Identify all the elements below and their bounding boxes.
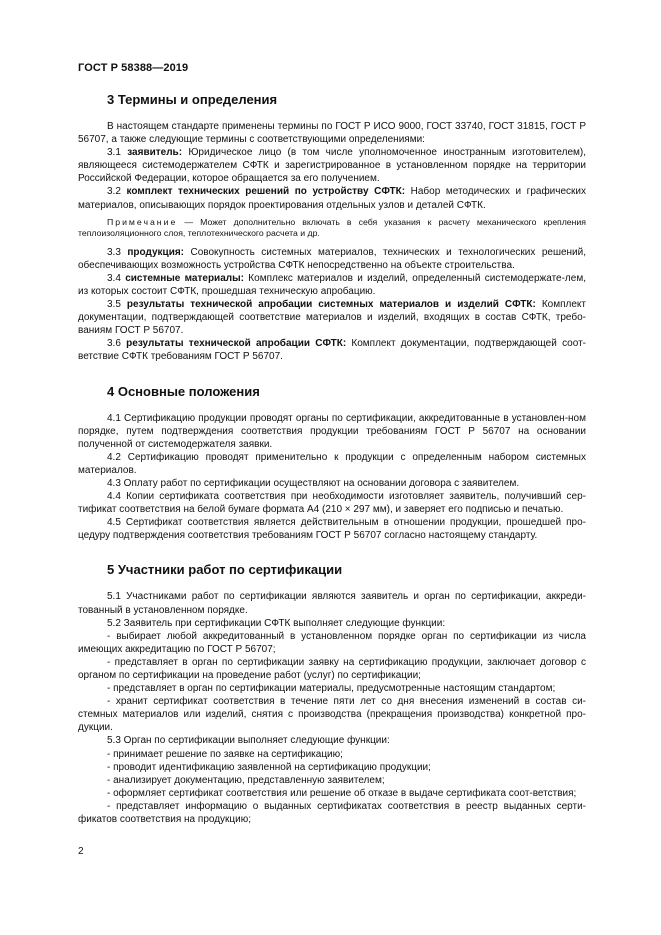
note-3-2: Примечание — Может дополнительно включать в себя указания к расчету механического крепления теплоизоляционного слоя, теплотехнического расчета и др.	[78, 216, 586, 239]
term-3-6: 3.6 результаты технической апробации СФТК: Комплект документации, подтверждающей соот-ветствие СФТК требованиям ГОСТ Р 56707.	[78, 338, 586, 363]
list-item: - принимает решение по заявке на сертификацию;	[107, 748, 343, 760]
clause-4-3: 4.3 Оплату работ по сертификации осуществляют на основании договора с заявителем.	[107, 477, 520, 489]
section-5-title: 5 Участники работ по сертификации	[107, 562, 343, 578]
clause-4-4: 4.4 Копии сертификата соответствия при необходимости изготовляет заявитель, получивший сер-тификат соответствия на белой бумаге формата А4 (210 × 297 мм), и заверяет его подписью и печатью.	[78, 491, 586, 516]
section-4	[78, 384, 586, 543]
clause-5-1: 5.1 Участниками работ по сертификации являются заявитель и орган по сертификации, аккреди-тованный в установленном порядке.	[78, 591, 586, 616]
term-3-2: 3.2 комплект технических решений по устройству СФТК: Набор методических и графических материалов, описывающих порядок проектирования отдельных узлов и деталей СФТК.	[78, 186, 586, 211]
term-3-1: 3.1 заявитель: Юридическое лицо (в том числе уполномоченное иностранным изготовителем), являющееся системодержателем СФТК и зарегистрированное в установленном порядке на территории Российской Федерации, которое обращается за его получением.	[78, 147, 587, 185]
section-4-title: 4 Основные положения	[107, 383, 260, 399]
list-item: - представляет в орган по сертификации материалы, предусмотренные настоящим стандартом;	[107, 683, 556, 695]
page-number: 2	[78, 846, 84, 857]
clause-5-3: 5.3 Орган по сертификации выполняет следующие функции:	[107, 735, 390, 747]
term-3-5: 3.5 результаты технической апробации системных материалов и изделий СФТК: Комплект документации, подтверждающей соответствие материалов и изделий, входящих в состав СФТК, требо-ваниям ГОСТ Р 56707.	[78, 299, 587, 337]
list-item: - представляет в орган по сертификации заявку на сертификацию продукции, заключает договор с органом по сертификации на проведение работ (услуг) по сертификации;	[78, 656, 586, 681]
document-body	[78, 92, 586, 826]
document-header: ГОСТ Р 58388—2019	[78, 62, 189, 74]
section-3-title: 3 Термины и определения	[107, 92, 278, 107]
list-item: - анализирует документацию, представленную заявителем;	[107, 774, 385, 786]
clause-4-1: 4.1 Сертификацию продукции проводят органы по сертификации, аккредитованные в установлен-ном порядке, путем подтверждения соответствия продукции требованиям ГОСТ Р 56707 на основании полученной от системодержателя заявки.	[78, 412, 586, 450]
list-item: - проводит идентификацию заявленной на сертификацию продукции;	[107, 761, 431, 773]
list-item: - оформляет сертификат соответствия или решение об отказе в выдаче сертификата соот-ветствия;	[107, 787, 577, 799]
clause-4-2: 4.2 Сертификацию проводят применительно к продукции с определенным набором системных материалов.	[78, 451, 586, 476]
section-3-intro: В настоящем стандарте применены термины по ГОСТ Р ИСО 9000, ГОСТ 33740, ГОСТ 31815, ГОСТ Р 56707, а также следующие термины с соответствующими определениями:	[78, 121, 586, 146]
list-item: - хранит сертификат соответствия в течение пяти лет со дня внесения изменений в состав си-стемных материалов или изделий, снятия с производства (прекращения производства) конкретной про-дукции.	[78, 696, 586, 734]
term-3-3: 3.3 продукция: Совокупность системных материалов, технических и технологических решений, обеспечивающих возможность устройства СФТК непосредственно на объекте строительства.	[78, 246, 586, 271]
list-item: - выбирает любой аккредитованный в установленном порядке орган по сертификации из числа имеющих аккредитацию по ГОСТ Р 56707;	[78, 630, 586, 655]
list-item: - представляет информацию о выданных сертификатах соответствия в реестр выданных серти-фикатов соответствия на продукцию;	[78, 800, 586, 826]
clause-5-2: 5.2 Заявитель при сертификации СФТК выполняет следующие функции:	[107, 617, 446, 629]
clause-4-5: 4.5 Сертификат соответствия является действительным в отношении продукции, прошедшей про-цедуру подтверждения соответствия требованиям ГОСТ Р 56707 согласно настоящему стандарту.	[78, 517, 586, 542]
term-3-4: 3.4 системные материалы: Комплекс материалов и изделий, определенный системодержате-лем, из которых состоит СФТК, прошедшая техническую апробацию.	[78, 272, 586, 297]
section-5	[78, 562, 586, 826]
